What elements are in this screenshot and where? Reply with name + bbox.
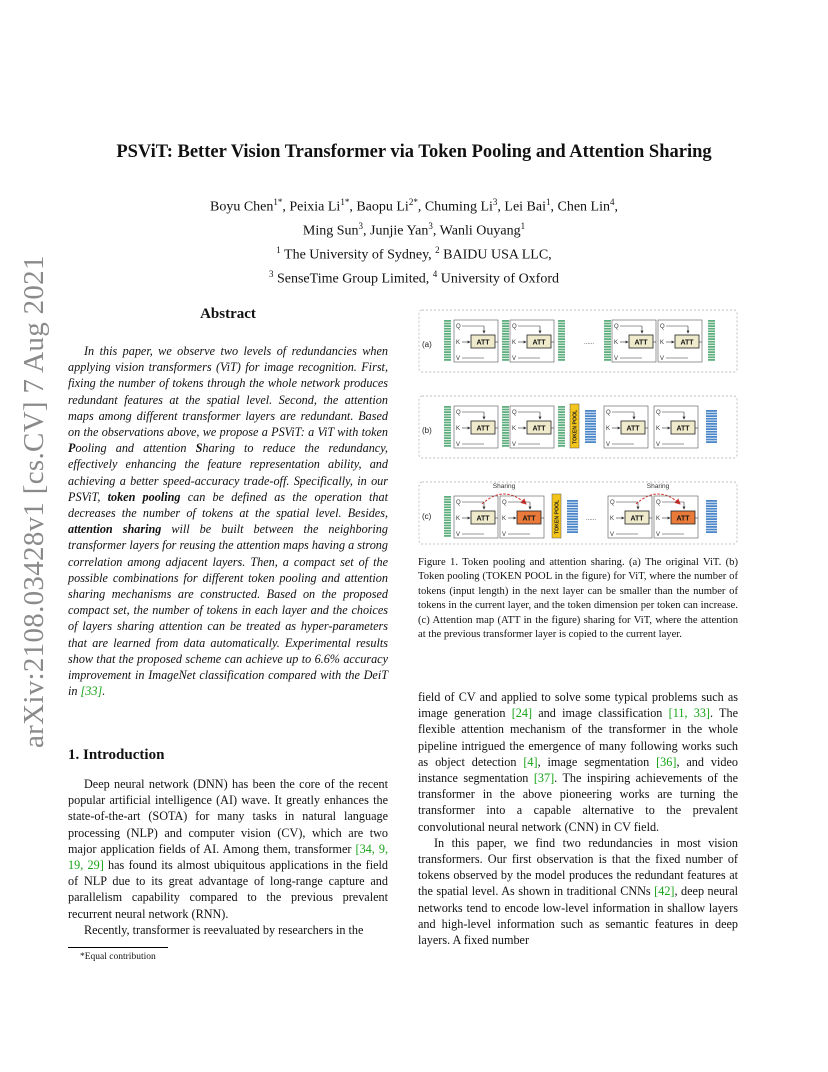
- token-bar: [558, 351, 565, 353]
- token-bar: [567, 526, 578, 528]
- v-label: V: [660, 356, 665, 362]
- token-bar: [558, 349, 565, 351]
- token-bar: [558, 409, 565, 411]
- token-bar: [502, 325, 509, 327]
- token-bar: [502, 349, 509, 351]
- figure-caption: Figure 1. Token pooling and attention sharing. (a) The original ViT. (b) Token pooling (TOKEN POOL in the figure) for ViT, where the number of tokens (input length) in the next layer can be smaller than the number of tokens in the current layer, and the token dimension per token can increase. (c) Attention map (ATT in the figure) sharing for ViT, where the attention at the previous transformer layer is copied to the current layer.: [418, 557, 738, 641]
- token-bar: [604, 341, 611, 343]
- token-bar: [502, 427, 509, 429]
- token-bar: [585, 410, 596, 412]
- token-bar: [558, 445, 565, 447]
- token-bar: [502, 406, 509, 408]
- arxiv-stamp: arXiv:2108.03428v1 [cs.CV] 7 Aug 2021: [18, 255, 50, 748]
- token-bar: [502, 419, 509, 421]
- token-bar: [708, 330, 715, 332]
- token-bar: [585, 418, 596, 420]
- token-bar: [558, 320, 565, 322]
- token-bar: [502, 424, 509, 426]
- token-bar: [604, 359, 611, 361]
- token-bar: [706, 518, 717, 520]
- token-bar: [567, 500, 578, 502]
- token-bar: [604, 320, 611, 322]
- token-bar: [604, 328, 611, 330]
- token-bar: [604, 354, 611, 356]
- token-bar: [706, 413, 717, 415]
- token-bar: [444, 328, 451, 330]
- token-bar: [444, 333, 451, 335]
- token-bar: [444, 424, 451, 426]
- token-bar: [558, 346, 565, 348]
- att-label: ATT: [626, 425, 640, 433]
- token-bar: [444, 501, 451, 503]
- token-bar: [444, 356, 451, 358]
- token-bar: [444, 504, 451, 506]
- token-bar: [502, 330, 509, 332]
- token-bar: [604, 346, 611, 348]
- token-bar: [708, 356, 715, 358]
- token-bar: [444, 519, 451, 521]
- token-bar: [558, 422, 565, 424]
- token-bar: [502, 328, 509, 330]
- k-label: K: [660, 340, 665, 346]
- token-bar: [502, 414, 509, 416]
- k-label: K: [606, 426, 611, 432]
- token-bar: [444, 517, 451, 519]
- att-label: ATT: [634, 339, 648, 347]
- v-label: V: [512, 442, 517, 448]
- token-bar: [585, 420, 596, 422]
- v-label: V: [456, 442, 461, 448]
- att-label: ATT: [476, 425, 490, 433]
- citation-link[interactable]: [34, 9, 19, 29]: [68, 841, 388, 873]
- paper-title: PSViT: Better Vision Transformer via Token Pooling and Attention Sharing: [116, 142, 712, 162]
- token-bar: [708, 351, 715, 353]
- token-bar: [708, 333, 715, 335]
- token-bar: [558, 416, 565, 418]
- v-label: V: [512, 356, 517, 362]
- att-label: ATT: [680, 339, 694, 347]
- row-label: (b): [422, 426, 432, 435]
- token-bar: [604, 351, 611, 353]
- token-bar: [585, 436, 596, 438]
- token-bar: [567, 521, 578, 523]
- citation-link[interactable]: [11, 33]: [668, 706, 710, 721]
- token-bar: [706, 531, 717, 533]
- att-label: ATT: [476, 339, 490, 347]
- att-label: ATT: [676, 425, 690, 433]
- token-bar: [708, 346, 715, 348]
- k-label: K: [456, 516, 461, 522]
- token-bar: [706, 426, 717, 428]
- att-label: ATT: [532, 425, 546, 433]
- token-bar: [585, 431, 596, 433]
- q-label: Q: [606, 410, 611, 416]
- token-bar: [567, 505, 578, 507]
- citation-link[interactable]: [42]: [654, 884, 675, 899]
- token-bar: [706, 523, 717, 525]
- token-bar: [444, 499, 451, 501]
- token-bar: [585, 426, 596, 428]
- token-bar: [444, 351, 451, 353]
- token-bar: [444, 525, 451, 527]
- token-bar: [444, 522, 451, 524]
- author-line-1: Boyu Chen$^{1*}$, Peixia $Li^{1*}$, Baopu $Li^{2*}$, Chuming Li$^3$, Lei Bai$^1$, Chen Lin$^4$,: [210, 197, 618, 215]
- citation-link[interactable]: [36]: [656, 754, 677, 769]
- q-label: Q: [614, 324, 619, 330]
- token-bar: [502, 440, 509, 442]
- token-bar: [558, 354, 565, 356]
- k-label: K: [610, 516, 615, 522]
- author-block: [140, 193, 688, 290]
- token-bar: [444, 445, 451, 447]
- token-bar: [558, 419, 565, 421]
- token-bar: [444, 514, 451, 516]
- v-label: V: [656, 532, 661, 538]
- token-bar: [444, 414, 451, 416]
- token-bar: [706, 418, 717, 420]
- token-bar: [706, 423, 717, 425]
- token-bar: [558, 414, 565, 416]
- footnote: *Equal contribution: [80, 952, 156, 962]
- token-bar: [708, 359, 715, 361]
- right-column-text: field of CV and applied to solve some typical problems such as image generation [24] and image classification [11, 33]. The flexible attention mechanism of the transformer in the whole pipeline intrigued the emergence of many following works such as object detection [4], image segmentation [36], and video instance segmentation [37]. The inspiring achievements of the transformer in the above pioneering works are turning the transformer into a capable alternative to the prevalent convolutional neural network (CNN) in CV field. In this paper, we find two redundancies in most vision transformers. Our first observation is that the fixed number of tokens observed by the model produces the redundant features at the spatial level. As shown in traditional CNNs [42], deep neural networks tend to encode low-level information in shallow layers and high-level information such as semantic features in deep layers. A fixed number: [418, 690, 738, 948]
- token-bar: [502, 343, 509, 345]
- token-bar: [502, 346, 509, 348]
- token-bar: [444, 429, 451, 431]
- token-bar: [444, 336, 451, 338]
- token-bar: [604, 333, 611, 335]
- token-bar: [706, 428, 717, 430]
- k-label: K: [456, 340, 461, 346]
- token-bar: [502, 422, 509, 424]
- token-bar: [604, 325, 611, 327]
- token-bar: [585, 413, 596, 415]
- token-bar: [444, 411, 451, 413]
- token-bar: [558, 343, 565, 345]
- token-bar: [558, 325, 565, 327]
- token-bar: [502, 435, 509, 437]
- token-bar: [558, 427, 565, 429]
- token-bar: [558, 356, 565, 358]
- figure-row-b: [419, 396, 737, 458]
- token-bar: [558, 440, 565, 442]
- token-bar: [604, 330, 611, 332]
- affiliation-line-1: $^1$ The University of Sydney, $^2$ BAIDU USA LLC,: [276, 245, 552, 263]
- token-bar: [567, 523, 578, 525]
- token-bar: [502, 323, 509, 325]
- token-bar: [502, 338, 509, 340]
- q-label: Q: [656, 500, 661, 506]
- token-bar: [444, 509, 451, 511]
- token-bar: [558, 323, 565, 325]
- token-bar: [444, 530, 451, 532]
- token-bar: [444, 419, 451, 421]
- q-label: Q: [660, 324, 665, 330]
- token-bar: [567, 503, 578, 505]
- token-bar: [706, 431, 717, 433]
- token-bar: [706, 513, 717, 515]
- token-bar: [502, 336, 509, 338]
- token-bar: [706, 436, 717, 438]
- token-bar: [604, 356, 611, 358]
- v-label: V: [610, 532, 615, 538]
- att-label: ATT: [676, 515, 690, 523]
- token-bar: [502, 351, 509, 353]
- token-bar: [706, 441, 717, 443]
- token-bar: [502, 429, 509, 431]
- k-label: K: [656, 426, 661, 432]
- k-label: K: [456, 426, 461, 432]
- v-label: V: [502, 532, 507, 538]
- token-bar: [502, 411, 509, 413]
- sharing-label: Sharing: [646, 483, 670, 490]
- token-bar: [706, 510, 717, 512]
- token-bar: [585, 415, 596, 417]
- att-label: ATT: [522, 515, 536, 523]
- att-label: ATT: [630, 515, 644, 523]
- q-label: Q: [512, 324, 517, 330]
- token-bar: [502, 445, 509, 447]
- token-bar: [502, 333, 509, 335]
- token-bar: [444, 416, 451, 418]
- token-bar: [706, 500, 717, 502]
- token-bar: [444, 496, 451, 498]
- token-bar: [567, 516, 578, 518]
- token-bar: [444, 325, 451, 327]
- token-bar: [444, 406, 451, 408]
- token-bar: [558, 359, 565, 361]
- token-bar: [444, 442, 451, 444]
- figure-row-c: [419, 482, 737, 544]
- token-bar: [604, 349, 611, 351]
- token-bar: [444, 359, 451, 361]
- token-bar: [706, 439, 717, 441]
- q-label: Q: [610, 500, 615, 506]
- row-label: (c): [422, 512, 432, 521]
- k-label: K: [512, 426, 517, 432]
- token-bar: [585, 441, 596, 443]
- figure-1: [418, 306, 738, 550]
- token-bar: [558, 336, 565, 338]
- att-label: ATT: [476, 515, 490, 523]
- citation-link[interactable]: [24]: [511, 706, 533, 721]
- token-bar: [706, 516, 717, 518]
- token-bar: [444, 409, 451, 411]
- token-bar: [708, 336, 715, 338]
- token-bar: [444, 535, 451, 537]
- token-bar: [567, 508, 578, 510]
- token-bar: [502, 359, 509, 361]
- section-heading: 1. Introduction: [68, 747, 165, 763]
- token-bar: [444, 506, 451, 508]
- citation-link[interactable]: [33]: [80, 684, 103, 699]
- token-bar: [708, 325, 715, 327]
- q-label: Q: [456, 500, 461, 506]
- citation-link[interactable]: [37]: [533, 771, 555, 786]
- token-bar: [604, 338, 611, 340]
- token-bar: [558, 341, 565, 343]
- token-bar: [444, 343, 451, 345]
- token-bar: [706, 415, 717, 417]
- abstract-text: In this paper, we observe two levels of redundancies when applying vision transformers (ViT) for image recognition. First, fixing the number of tokens through the whole network produces redundant features at the spatial level. Second, the attention maps among different transformer layers are redundant. Based on the observations above, we propose a PSViT: a ViT with token Pooling and attention Sharing to reduce the redundancy, effectively enhancing the feature representation ability, and achieving a better speed-accuracy trade-off. Specifically, in our PSViT, token pooling can be defined as the operation that decreases the number of tokens at the spatial level. Besides, attention sharing will be built between the neighboring transformer layers for reusing the attention maps having a strong correlation among adjacent layers. Then, a compact set of the possible combinations for different token pooling and attention sharing mechanisms are constructed. Based on the proposed compact set, the number of tokens in each layer and the choices of layers sharing attention can be treated as hyper-parameters that are learned from data automatically. Experimental results show that the proposed scheme can achieve up to 6.6% accuracy improvement in ImageNet classification compared with the DeiT in [33].: [68, 344, 388, 699]
- token-bar: [558, 328, 565, 330]
- att-label: ATT: [532, 339, 546, 347]
- abstract-heading: Abstract: [200, 306, 256, 322]
- token-bar: [706, 433, 717, 435]
- token-bar: [444, 427, 451, 429]
- token-bar: [502, 442, 509, 444]
- author-line-2: Ming Sun$^3$, Junjie Yan$^3$, Wanli Ouyang$^1$: [302, 221, 526, 239]
- token-bar: [558, 437, 565, 439]
- token-bar: [558, 330, 565, 332]
- k-label: K: [502, 516, 507, 522]
- token-bar: [502, 416, 509, 418]
- token-bar: [708, 354, 715, 356]
- token-bar: [558, 406, 565, 408]
- token-bar: [706, 529, 717, 531]
- token-bar: [444, 422, 451, 424]
- token-bar: [567, 510, 578, 512]
- token-bar: [444, 512, 451, 514]
- token-bar: [708, 320, 715, 322]
- sharing-label: Sharing: [492, 483, 516, 490]
- token-pool-label: TOKEN POOL: [572, 409, 579, 444]
- token-bar: [585, 428, 596, 430]
- token-bar: [502, 432, 509, 434]
- token-bar: [604, 323, 611, 325]
- token-bar: [706, 521, 717, 523]
- token-bar: [444, 435, 451, 437]
- token-bar: [706, 526, 717, 528]
- token-bar: [502, 356, 509, 358]
- affiliation-line-2: $^3$ SenseTime Group Limited, $^4$ University of Oxford: [268, 269, 559, 288]
- v-label: V: [456, 532, 461, 538]
- row-label: (a): [422, 340, 432, 349]
- figure-row-a: [419, 310, 737, 372]
- q-label: Q: [502, 500, 507, 506]
- token-bar: [706, 505, 717, 507]
- k-label: K: [512, 340, 517, 346]
- token-bar: [558, 333, 565, 335]
- token-bar: [444, 330, 451, 332]
- v-label: V: [614, 356, 619, 362]
- footnote-rule: [68, 947, 168, 948]
- token-bar: [708, 338, 715, 340]
- token-bar: [558, 338, 565, 340]
- v-label: V: [456, 356, 461, 362]
- token-bar: [567, 531, 578, 533]
- token-bar: [585, 433, 596, 435]
- token-bar: [604, 336, 611, 338]
- citation-link[interactable]: [4]: [523, 754, 538, 769]
- token-bar: [502, 320, 509, 322]
- token-bar: [558, 429, 565, 431]
- token-bar: [706, 410, 717, 412]
- token-bar: [567, 518, 578, 520]
- token-bar: [706, 503, 717, 505]
- token-bar: [708, 341, 715, 343]
- token-bar: [706, 420, 717, 422]
- token-bar: [567, 529, 578, 531]
- token-bar: [585, 439, 596, 441]
- token-bar: [585, 423, 596, 425]
- q-label: Q: [512, 410, 517, 416]
- v-label: V: [656, 442, 661, 448]
- token-bar: [444, 437, 451, 439]
- token-bar: [502, 409, 509, 411]
- token-bar: [708, 343, 715, 345]
- token-bar: [708, 328, 715, 330]
- token-bar: [444, 440, 451, 442]
- token-bar: [558, 435, 565, 437]
- ellipsis: ......: [586, 516, 597, 522]
- k-label: K: [614, 340, 619, 346]
- token-bar: [444, 532, 451, 534]
- token-bar: [708, 323, 715, 325]
- token-bar: [558, 432, 565, 434]
- token-bar: [444, 323, 451, 325]
- token-bar: [567, 513, 578, 515]
- token-bar: [444, 338, 451, 340]
- q-label: Q: [456, 324, 461, 330]
- q-label: Q: [656, 410, 661, 416]
- token-bar: [444, 349, 451, 351]
- token-bar: [558, 424, 565, 426]
- token-bar: [502, 341, 509, 343]
- token-bar: [706, 508, 717, 510]
- token-bar: [708, 349, 715, 351]
- token-bar: [444, 346, 451, 348]
- v-label: V: [606, 442, 611, 448]
- token-bar: [444, 354, 451, 356]
- ellipsis: ......: [584, 340, 595, 346]
- intro-text: Deep neural network (DNN) has been the core of the recent popular artificial intelligence (AI) wave. It greatly enhances the state-of-the-art (SOTA) for many tasks in natural language processing (NLP) and computer vision (CV), which are two major application fields of AI. Among them, transformer [34, 9, 19, 29] has found its almost ubiquitous applications in the field of NLP due to its great advantage of long-range capture and parallelism capability compared to the previous prevalent recurrent neural network (RNN). Recently, transformer is reevaluated by researchers in the: [68, 777, 389, 937]
- token-bar: [502, 437, 509, 439]
- token-bar: [444, 341, 451, 343]
- token-bar: [604, 343, 611, 345]
- token-pool-label: TOKEN POOL: [554, 499, 561, 534]
- q-label: Q: [456, 410, 461, 416]
- token-bar: [444, 320, 451, 322]
- token-bar: [444, 432, 451, 434]
- token-bar: [558, 411, 565, 413]
- token-bar: [502, 354, 509, 356]
- token-bar: [444, 527, 451, 529]
- k-label: K: [656, 516, 661, 522]
- token-bar: [558, 442, 565, 444]
